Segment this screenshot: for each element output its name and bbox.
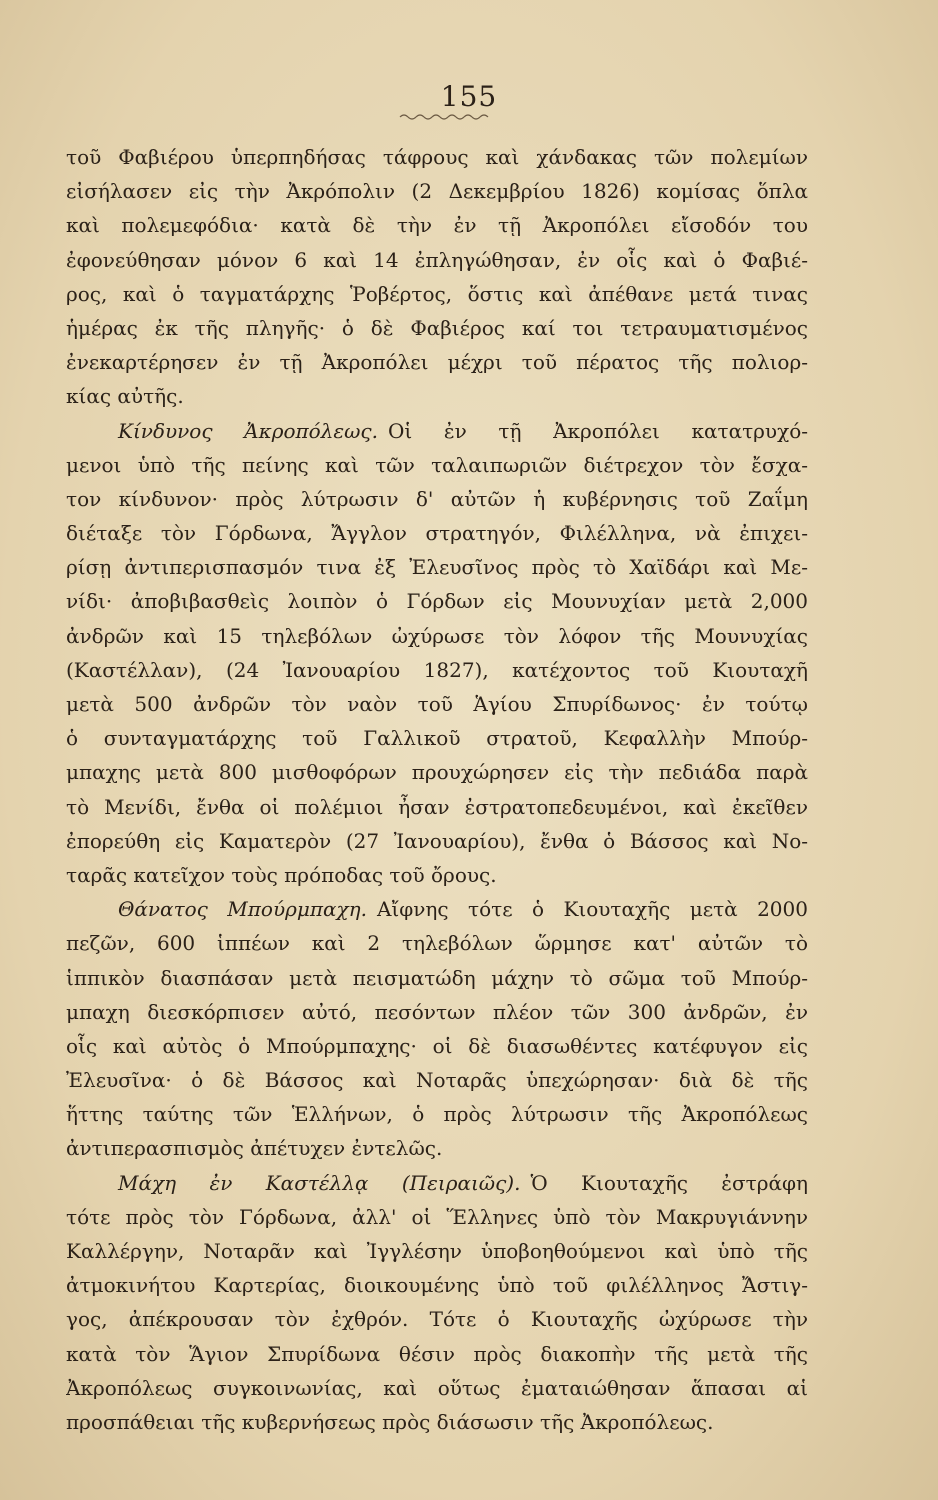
text-line: καὶ πολεμεφόδια· κατὰ δὲ τὴν ἐν τῇ Ἀκροπόλει εἴσοδόν του <box>66 213 808 238</box>
text-line: ταρᾶς κατεῖχον τοὺς πρόποδας τοῦ ὄρους. <box>66 862 497 887</box>
text-line: τότε πρὸς τὸν Γόρδωνα, ἀλλ' οἱ Ἕλληνες ὑπὸ τὸν Μακρυγιάννην <box>66 1204 808 1229</box>
text-line: τοῦ Φαβιέρου ὑπερπηδήσας τάφρους καὶ χάνδακας τῶν πολεμίων <box>66 145 808 169</box>
text-line: διέταξε τὸν Γόρδωνα, Ἄγγλον στρατηγόν, Φιλέλληνα, νὰ ἐπιχει- <box>66 521 808 546</box>
text-line: νίδι· ἀποβιβασθεὶς λοιπὸν ὁ Γόρδων εἰς Μουνυχίαν μετὰ 2,000 <box>66 589 808 614</box>
text-line: Καλλέργην, Νοταρᾶν καὶ Ἰγγλέσην ὑποβοηθούμενοι καὶ ὑπὸ τῆς <box>66 1239 808 1263</box>
text-line: εἰσήλασεν εἰς τὴν Ἀκρόπολιν (2 Δεκεμβρίου 1826) κομίσας ὅπλα <box>66 179 808 204</box>
text-line: ἐφονεύθησαν μόνον 6 καὶ 14 ἐπληγώθησαν, ἐν οἷς καὶ ὁ Φαβιέ- <box>66 247 808 272</box>
text-line: ρος, καὶ ὁ ταγματάρχης Ῥοβέρτος, ὅστις καὶ ἀπέθανε μετά τινας <box>66 281 808 306</box>
section-heading: Κίνδυνος Ἀκροπόλεως. <box>118 418 378 443</box>
text-line: γος, ἀπέκρουσαν τὸν ἐχθρόν. Τότε ὁ Κιουταχῆς ὠχύρωσε τὴν <box>66 1307 808 1332</box>
text-line: μπαχη διεσκόρπισεν αὐτό, πεσόντων πλέον τῶν 300 ἀνδρῶν, ἐν <box>66 999 808 1024</box>
text-line: ἀντιπερασπισμὸς ἀπέτυχεν ἐντελῶς. <box>66 1136 443 1161</box>
text-line: οἷς καὶ αὐτὸς ὁ Μπούρμπαχης· οἱ δὲ διασωθέντες κατέφυγον εἰς <box>66 1033 808 1058</box>
text-line: ἐνεκαρτέρησεν ἐν τῇ Ἀκροπόλει μέχρι τοῦ πέρατος τῆς πολιορ- <box>66 350 808 375</box>
text-line: ρίσῃ ἀντιπερισπασμόν τινα ἐξ Ἐλευσῖνος πρὸς τὸ Χαϊδάρι καὶ Με- <box>66 555 808 580</box>
text-line: ἡμέρας ἐκ τῆς πληγῆς· ὁ δὲ Φαβιέρος καί τοι τετραυματισμένος <box>66 315 808 340</box>
text-line: ἀτμοκινήτου Καρτερίας, διοικουμένης ὑπὸ τοῦ φιλέλληνος Ἄστιγ- <box>66 1273 808 1298</box>
text-line: πεζῶν, 600 ἱππέων καὶ 2 τηλεβόλων ὥρμησε κατ' αὐτῶν τὸ <box>66 931 808 956</box>
text-line: ἥττης ταύτης τῶν Ἑλλήνων, ὁ πρὸς λύτρωσιν τῆς Ἀκροπόλεως <box>66 1102 808 1127</box>
text-line: μενοι ὑπὸ τῆς πείνης καὶ τῶν ταλαιπωριῶν διέτρεχον τὸν ἔσχα- <box>66 452 808 477</box>
wavy-rule-ornament <box>398 112 490 122</box>
text-line: τον κίνδυνον· πρὸς λύτρωσιν δ' αὐτῶν ἡ κυβέρνησις τοῦ Ζαΐμη <box>66 486 808 511</box>
text-line: προσπάθειαι τῆς κυβερνήσεως πρὸς διάσωσιν τῆς Ἀκροπόλεως. <box>66 1409 714 1434</box>
text-line: Θάνατος Μπούρμπαχη. Αἴφνης τότε ὁ Κιουταχῆς μετὰ 2000 <box>118 897 808 922</box>
text-line: κατὰ τὸν Ἅγιον Σπυρίδωνα θέσιν πρὸς διακοπὴν τῆς μετὰ τῆς <box>66 1341 808 1366</box>
text-line: τὸ Μενίδι, ἔνθα οἱ πολέμιοι ἦσαν ἐστρατοπεδευμένοι, καὶ ἐκεῖθεν <box>66 794 808 819</box>
body-text <box>66 140 808 1439</box>
page-number: 155 <box>440 80 498 113</box>
text-line: ἱππικὸν διασπάσαν μετὰ πεισματώδη μάχην τὸ σῶμα τοῦ Μπούρ- <box>66 965 808 990</box>
section-heading: Θάνατος Μπούρμπαχη. <box>118 897 367 922</box>
text-line: Μάχη ἐν Καστέλλᾳ (Πειραιῶς). Ὁ Κιουταχῆς ἐστράφη <box>118 1170 808 1195</box>
text-line: ὁ συνταγματάρχης τοῦ Γαλλικοῦ στρατοῦ, Κεφαλλὴν Μπούρ- <box>66 726 808 751</box>
text-line: Κίνδυνος Ἀκροπόλεως. Οἱ ἐν τῇ Ἀκροπόλει κατατρυχό- <box>118 418 808 443</box>
text-line: (Καστέλλαν), (24 Ἰανουαρίου 1827), κατέχοντος τοῦ Κιουταχῆ <box>66 657 808 682</box>
text-line: Ἐλευσῖνα· ὁ δὲ Βάσσος καὶ Νοταρᾶς ὑπεχώρησαν· διὰ δὲ τῆς <box>66 1068 808 1093</box>
text-line: ἐπορεύθη εἰς Καματερὸν (27 Ἰανουαρίου), ἔνθα ὁ Βάσσος καὶ Νο- <box>66 828 808 853</box>
text-line: μπαχης μετὰ 800 μισθοφόρων προυχώρησεν εἰς τὴν πεδιάδα παρὰ <box>66 760 808 785</box>
text-line: κίας αὐτῆς. <box>66 384 184 409</box>
text-line: μετὰ 500 ἀνδρῶν τὸν ναὸν τοῦ Ἁγίου Σπυρίδωνος· ἐν τούτῳ <box>66 692 808 716</box>
section-heading: Μάχη ἐν Καστέλλᾳ (Πειραιῶς). <box>118 1170 521 1195</box>
text-line: Ἀκροπόλεως συγκοινωνίας, καὶ οὕτως ἐματαιώθησαν ἅπασαι αἱ <box>66 1375 808 1400</box>
text-line: ἀνδρῶν καὶ 15 τηλεβόλων ὠχύρωσε τὸν λόφον τῆς Μουνυχίας <box>66 623 808 648</box>
